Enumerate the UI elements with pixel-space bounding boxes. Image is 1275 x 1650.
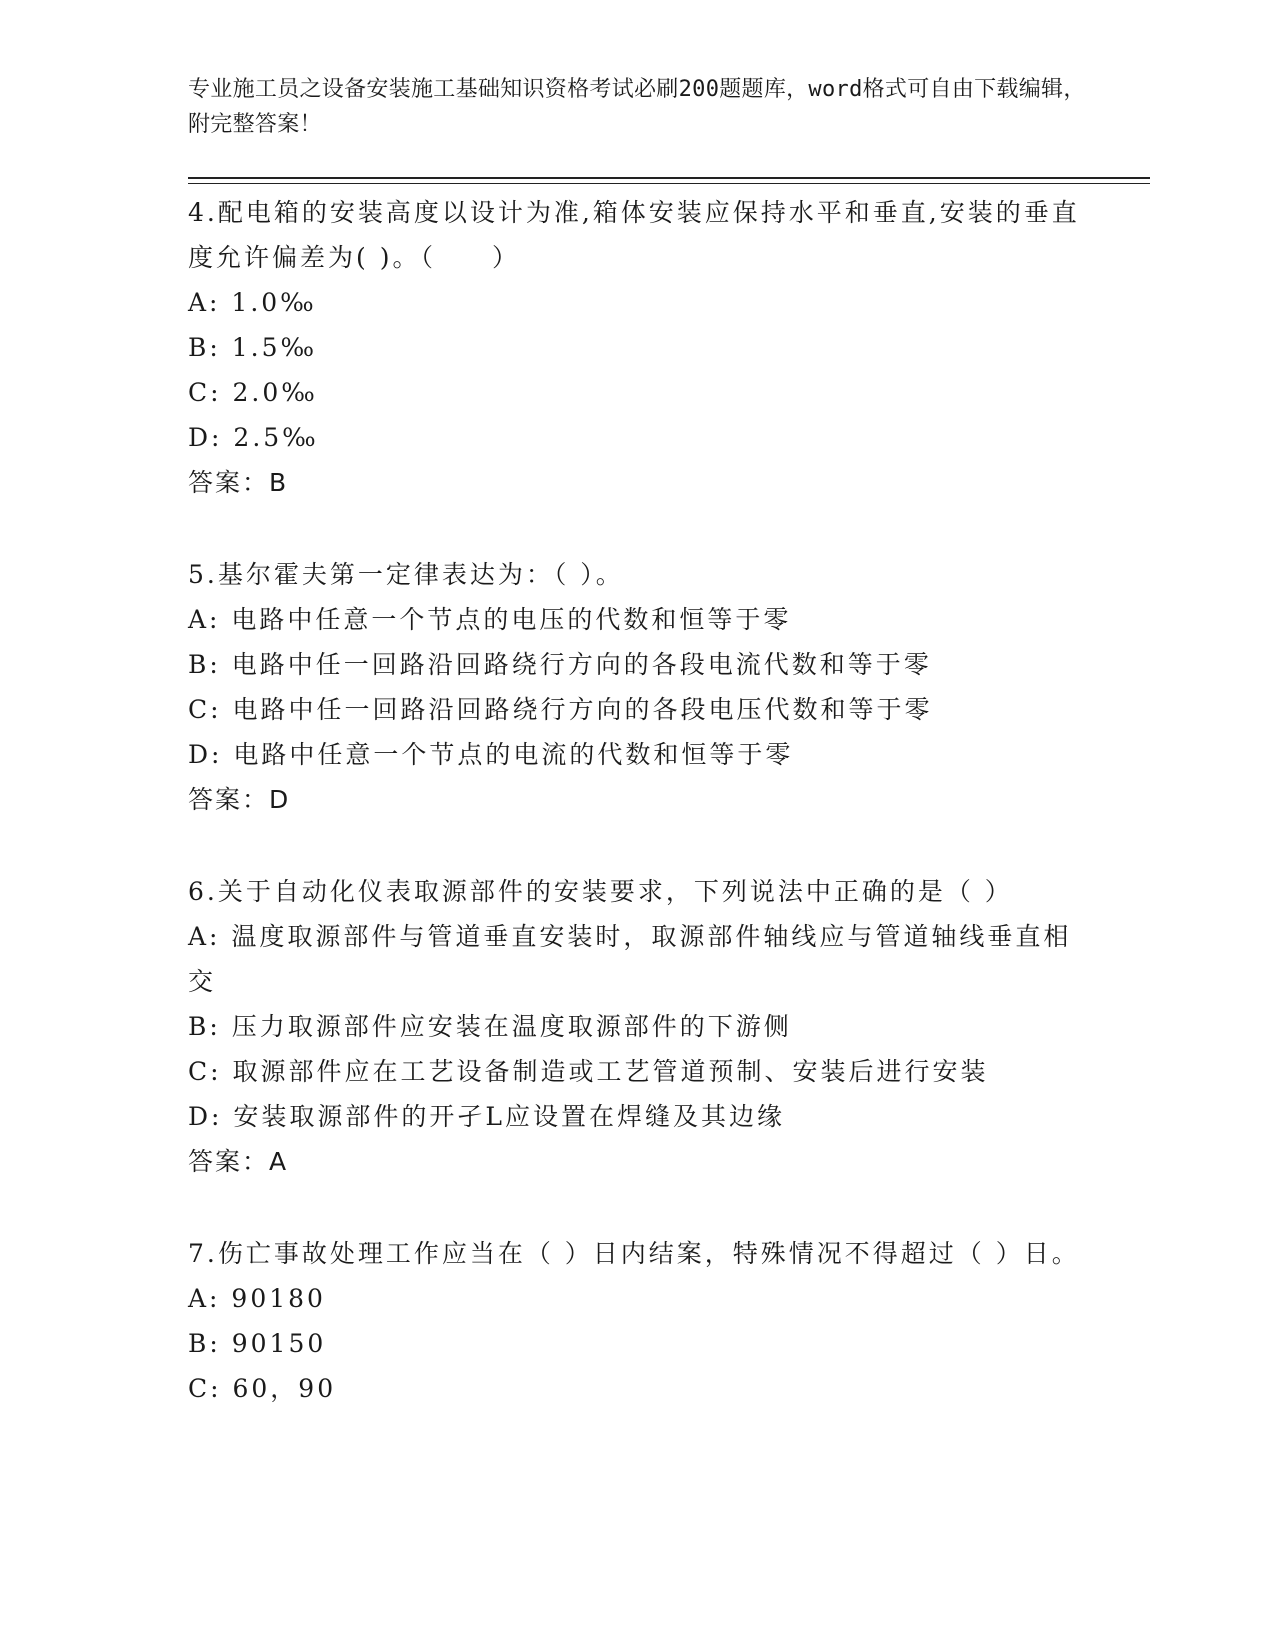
question-stem: 7.伤亡事故处理工作应当在（ ）日内结案，特殊情况不得超过（ ）日。 [188, 1239, 1080, 1268]
question-list [188, 190, 1088, 1411]
option-b: B: 压力取源部件应安装在温度取源部件的下游侧 [188, 1012, 792, 1041]
option-d: D: 安装取源部件的开孑L应设置在焊缝及其边缘 [188, 1102, 786, 1131]
header-divider-thick [188, 177, 1150, 179]
option-c: C: 2.0‰ [188, 378, 318, 407]
question-stem: 6.关于自动化仪表取源部件的安装要求，下列说法中正确的是（ ） [188, 877, 1013, 906]
spacer [188, 1184, 1088, 1231]
answer-label: 答案：D [188, 785, 291, 814]
option-a: A: 温度取源部件与管道垂直安装时，取源部件轴线应与管道轴线垂直相交 [188, 922, 1072, 996]
option-a: A: 1.0‰ [188, 288, 317, 317]
question-item [188, 869, 1088, 1184]
question-item [188, 552, 1088, 822]
option-c: C: 电路中任一回路沿回路绕行方向的各段电压代数和等于零 [188, 695, 933, 724]
option-d: D: 电路中任意一个节点的电流的代数和恒等于零 [188, 740, 794, 769]
option-a: A: 电路中任意一个节点的电压的代数和恒等于零 [188, 605, 792, 634]
answer-label: 答案：B [188, 468, 289, 497]
option-b: B: 90150 [188, 1329, 327, 1358]
question-item [188, 1231, 1088, 1411]
option-c: C: 取源部件应在工艺设备制造或工艺管道预制、安装后进行安装 [188, 1057, 989, 1086]
answer-label: 答案：A [188, 1147, 289, 1176]
header-divider-thin [188, 183, 1150, 184]
option-b: B: 1.5‰ [188, 333, 318, 362]
option-c: C: 60，90 [188, 1374, 337, 1403]
spacer [188, 822, 1088, 869]
question-stem: 4.配电箱的安装高度以设计为准,箱体安装应保持水平和垂直,安装的垂直度允许偏差为( )。（ ） [188, 198, 1080, 272]
question-stem: 5.基尔霍夫第一定律表达为：（ ）。 [188, 560, 624, 589]
option-a: A: 90180 [188, 1284, 326, 1313]
option-b: B: 电路中任一回路沿回路绕行方向的各段电流代数和等于零 [188, 650, 932, 679]
document-header-title: 专业施工员之设备安装施工基础知识资格考试必刷200题题库，word格式可自由下载编辑，附完整答案！ [188, 77, 1086, 137]
question-item [188, 190, 1088, 505]
option-d: D: 2.5‰ [188, 423, 319, 452]
spacer [188, 505, 1088, 552]
